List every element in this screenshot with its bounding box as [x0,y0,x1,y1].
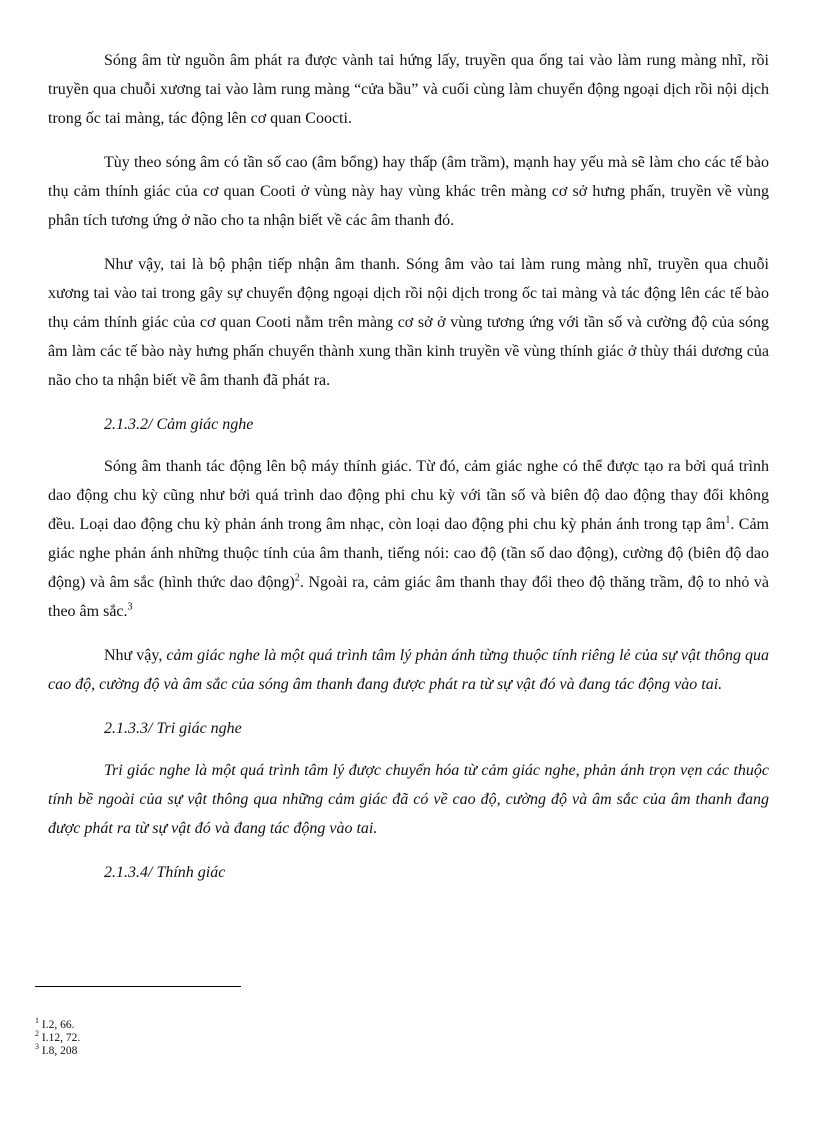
page-body [48,46,769,900]
footnote-separator [35,986,241,987]
footnote-3 [35,1042,80,1058]
section-heading-2-1-3-3: 2.1.3.3/ Tri giác nghe [104,720,242,737]
footnote-ref-2[interactable]: 2 [294,572,300,584]
paragraph-4 [48,452,769,626]
paragraph-6-definition: Tri giác nghe là một quá trình tâm lý được chuyển hóa từ cảm giác nghe, phản ánh trọn vẹn các thuộc tính bề ngoài của sự vật thông qua những cảm giác đã có về cao độ, cường độ và âm sắc của âm thanh đang được phát ra từ sự vật đó và đang tác động vào tai. [48,762,769,837]
footnote-number: 3 [35,1042,39,1052]
footnote-text: I.8, 208 [39,1045,78,1057]
footnote-2 [35,1029,81,1045]
footnote-number: 2 [35,1029,39,1039]
footnote-text: I.2, 66. [39,1019,75,1031]
paragraph-3: Như vậy, tai là bộ phận tiếp nhận âm thanh. Sóng âm vào tai làm rung màng nhĩ, truyền qua chuỗi xương tai vào tai trong gây sự chuyển động ngoại dịch rồi nội dịch trong ốc tai màng và tác động lên các tế bào thụ cảm thính giác của cơ quan Cooti nằm trên màng cơ sở ở vùng tương ứng với tần số và cường độ của sóng âm làm các tế bào này hưng phấn chuyển thành xung thần kinh truyền về vùng thính giác ở thùy thái dương của não cho ta nhận biết về âm thanh đã phát ra. [48,256,769,389]
paragraph-4-part-c: . Ngoài ra, cảm giác âm thanh thay đổi theo độ thăng trầm, độ to nhỏ và theo âm sắc. [48,574,769,620]
paragraph-5 [48,641,769,699]
paragraph-1: Sóng âm từ nguồn âm phát ra được vành tai hứng lấy, truyền qua ống tai vào làm rung màng nhĩ, rồi truyền qua chuỗi xương tai vào làm rung màng “cửa bầu” và cuối cùng làm chuyển động ngoại dịch rồi nội dịch trong ốc tai màng, tác động lên cơ quan Coocti. [48,52,769,127]
paragraph-5-definition: cảm giác nghe là một quá trình tâm lý phản ánh từng thuộc tính riêng lẻ của sự vật thông qua cao độ, cường độ và âm sắc của sóng âm thanh đang được phát ra từ sự vật đó và đang tác động vào tai. [48,647,770,693]
paragraph-2: Tùy theo sóng âm có tần số cao (âm bổng) hay thấp (âm trầm), mạnh hay yếu mà sẽ làm cho các tế bào thụ cảm thính giác của cơ quan Cooti ở vùng này hay vùng khác trên màng cơ sở hưng phấn, truyền về vùng phân tích tương ứng ở não cho ta nhận biết về các âm thanh đó. [48,154,769,229]
paragraph-5-lead: Như vậy, [104,647,167,664]
footnote-text: I.12, 72. [39,1032,81,1044]
footnote-1 [35,1016,80,1032]
footnote-ref-1[interactable]: 1 [725,514,731,526]
section-heading-2-1-3-4: 2.1.3.4/ Thính giác [104,864,226,881]
footnote-number: 1 [35,1016,39,1026]
footnotes [35,1016,81,1058]
paragraph-4-part-b: . Cảm giác nghe phản ánh những thuộc tính của âm thanh, tiếng nói: cao độ (tần số dao động), cường độ (biên độ dao động) và âm sắc (hình thức dao động) [48,516,769,591]
footnote-ref-3[interactable]: 3 [127,601,133,613]
paragraph-4-part-a: Sóng âm thanh tác động lên bộ máy thính giác. Từ đó, cảm giác nghe có thể được tạo ra bởi quá trình dao động chu kỳ cũng như bởi quá trình dao động phi chu kỳ với tần số và biên độ dao động thay đổi không đều. Loại dao động chu kỳ phản ánh trong âm nhạc, còn loại dao động phi chu kỳ phản ánh trong tạp âm [48,458,769,533]
section-heading-2-1-3-2: 2.1.3.2/ Cảm giác nghe [104,416,254,433]
